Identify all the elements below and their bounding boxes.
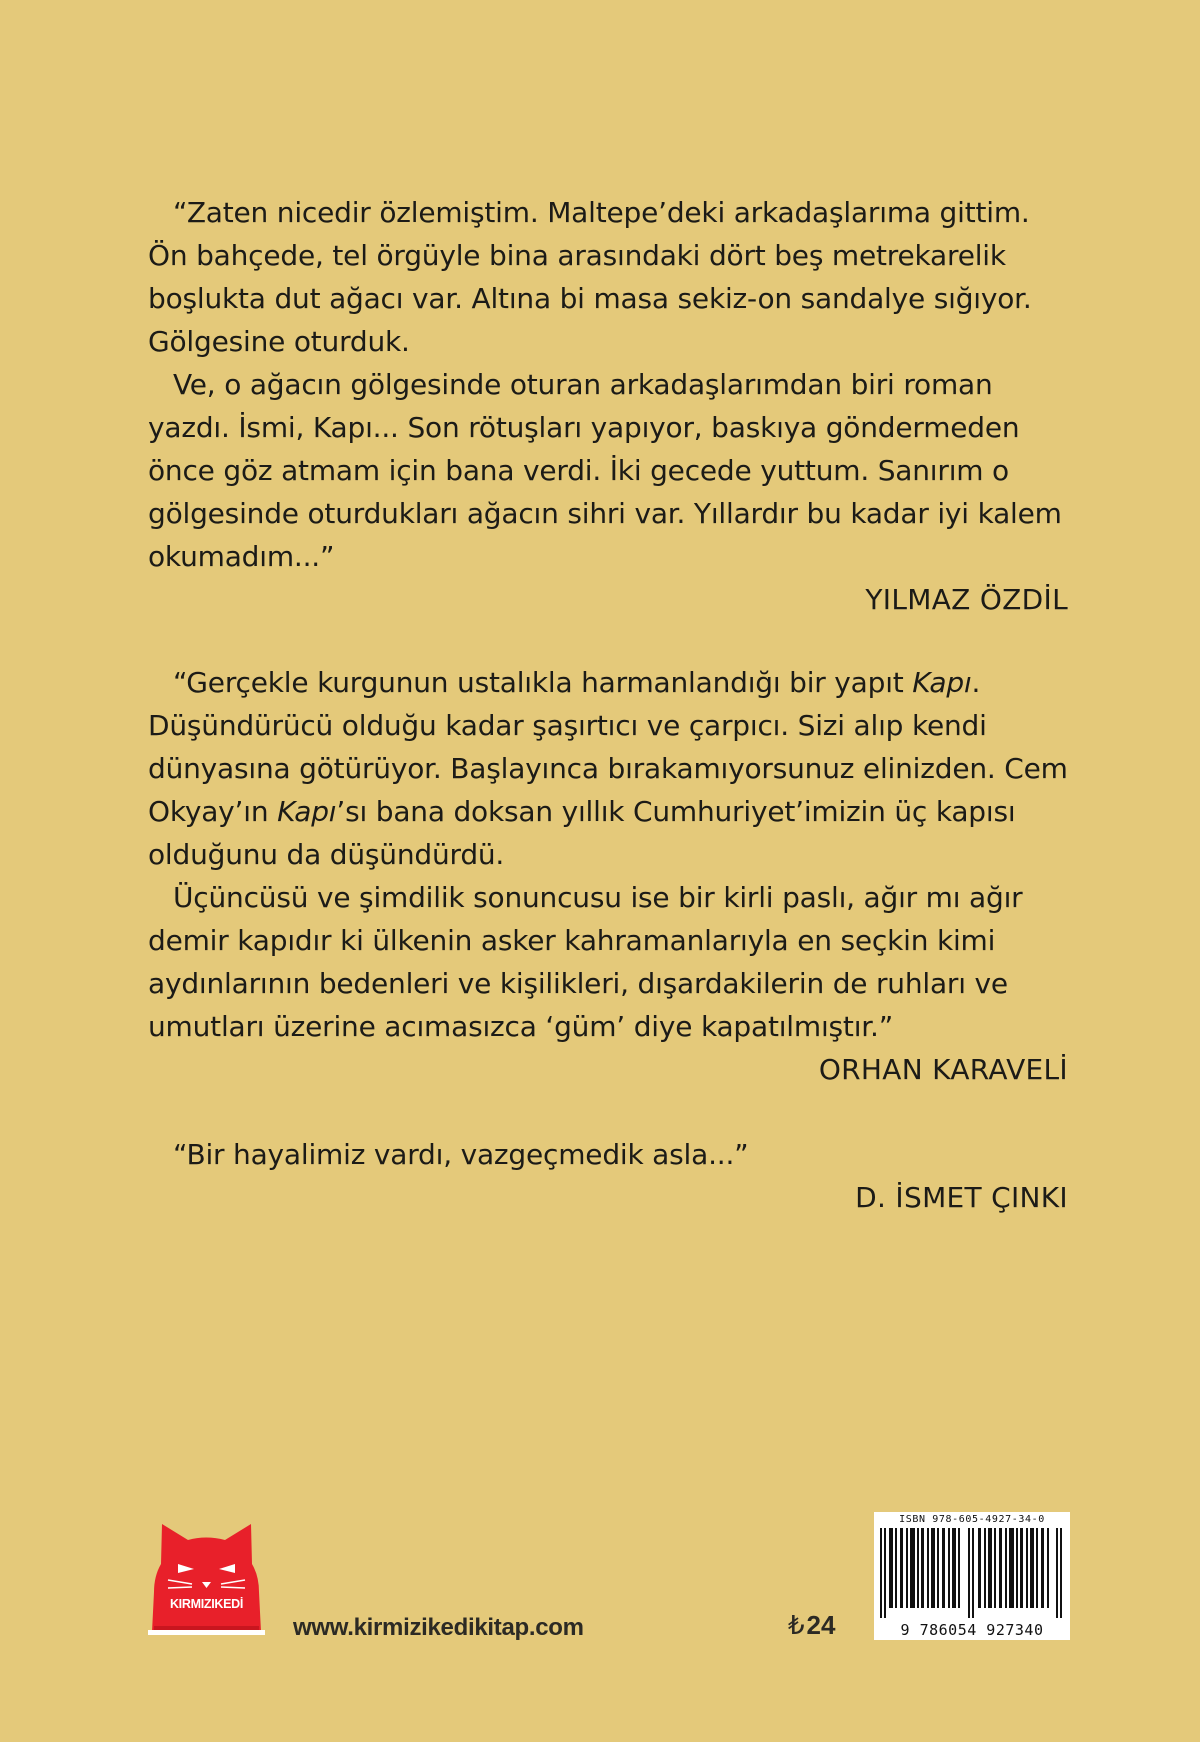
lira-icon: ₺ [788, 1610, 805, 1640]
isbn-label: ISBN 978-605-4927-34-0 [899, 1514, 1045, 1525]
quote-yilmaz-ozdil [148, 191, 1068, 621]
quote-text: “Gerçekle kurgunun ustalıkla harmanlandığı bir yapıt [173, 666, 913, 699]
quote-text: . Düşündürücü olduğu kadar şaşırtıcı ve çarpıcı. Sizi alıp kendi dünyasına götürüyor. Başlayınca bırakamıyorsunuz elinizden. Cem Okyay’ın [148, 666, 1068, 828]
quote-author: ORHAN KARAVELİ [818, 1053, 1068, 1086]
quote-paragraph [148, 661, 1068, 876]
quote-author: YILMAZ ÖZDİL [865, 583, 1068, 616]
isbn-number: 9 786054 927340 [874, 1621, 1070, 1639]
quote-orhan-karaveli [148, 661, 1068, 1091]
quote-ismet-cinki [148, 1133, 1068, 1219]
book-title-italic: Kapı [277, 795, 337, 828]
quote-paragraph: “Bir hayalimiz vardı, vazgeçmedik asla...” [173, 1138, 749, 1171]
barcode-icon [878, 1528, 1066, 1618]
isbn-barcode [874, 1512, 1070, 1640]
quote-paragraph: “Zaten nicedir özlemiştim. Maltepe’deki arkadaşlarıma gittim. Ön bahçede, tel örgüyle bina arasındaki dört beş metrekarelik boşlukta dut ağacı var. Altına bi masa sekiz-on sandalye sığıyor. Gölgesine oturduk. [148, 196, 1032, 358]
quote-author: D. İSMET ÇINKI [855, 1181, 1068, 1214]
publisher-logo-text: KIRMIZIKEDİ [169, 1597, 244, 1611]
publisher-website: www.kirmizikedikitap.com [293, 1614, 584, 1641]
publisher-logo [148, 1520, 265, 1635]
quote-paragraph: Ve, o ağacın gölgesinde oturan arkadaşlarımdan biri roman yazdı. İsmi, Kapı... Son rötuşları yapıyor, baskıya göndermeden önce göz atmam için bana verdi. İki gecede yuttum. Sanırım o gölgesinde oturdukları ağacın sihri var. Yıllardır bu kadar iyi kalem okumadım...” [148, 368, 1062, 573]
book-title-italic: Kapı [912, 666, 972, 699]
quote-paragraph: Üçüncüsü ve şimdilik sonuncusu ise bir kirli paslı, ağır mı ağır demir kapıdır ki ülkenin asker kahramanlarıyla en seçkin kimi aydınlarının bedenleri ve kişilikleri, dışardakilerin de ruhları ve umutları üzerine acımasızca ‘güm’ diye kapatılmıştır.” [148, 881, 1023, 1043]
price [788, 1610, 835, 1641]
price-value: 24 [806, 1610, 836, 1640]
quote-text: ’sı bana doksan yıllık Cumhuriyet’imizin üç kapısı olduğunu da düşündürdü. [148, 795, 1016, 871]
cat-logo-icon [148, 1520, 265, 1635]
